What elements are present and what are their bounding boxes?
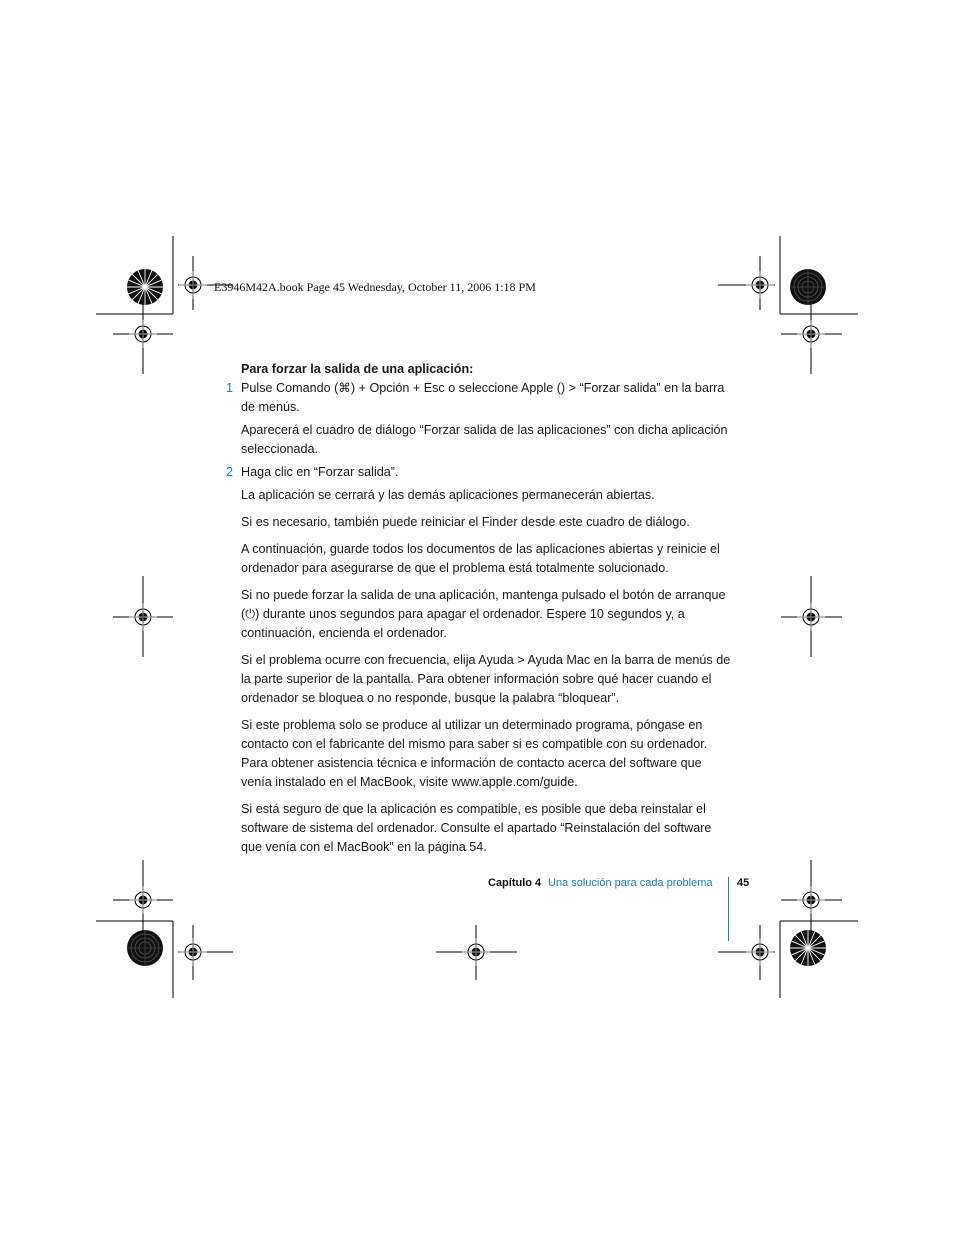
footer-chapter-title: Una solución para cada problema [548, 877, 713, 889]
paragraph: Si el problema ocurre con frecuencia, elija Ayuda > Ayuda Mac en la barra de menús de la parte superior de la pantalla. Para obtener información sobre qué hacer cuando el ordenador se bloquea o no responde, busque la palabra “bloquear”. [241, 653, 731, 705]
footer-divider [728, 877, 729, 941]
page-number: 45 [737, 877, 750, 889]
section-heading: Para forzar la salida de una aplicación: [241, 362, 474, 376]
paragraph: Si no puede forzar la salida de una aplicación, mantenga pulsado el botón de arranque (⏻) durante unos segundos para apagar el ordenador. Espere 10 segundos y, a continuación, encienda el ordenador. [241, 588, 726, 640]
paragraph: A continuación, guarde todos los documentos de las aplicaciones abiertas y reinicie el ordenador para asegurarse de que el problema está totalmente solucionado. [241, 542, 720, 575]
print-slug: E3946M42A.book Page 45 Wednesday, October 11, 2006 1:18 PM [214, 280, 536, 294]
step-text: Pulse Comando (⌘) + Opción + Esc o seleccione Apple () > “Forzar salida” en la barra de menús. [241, 381, 725, 414]
paragraph: La aplicación se cerrará y las demás aplicaciones permanecerán abiertas. [241, 488, 655, 502]
step-number: 1 [226, 381, 234, 395]
step-2 [226, 463, 731, 482]
page-body [226, 360, 731, 857]
paragraph: Si es necesario, también puede reiniciar el Finder desde este cuadro de diálogo. [241, 515, 690, 529]
paragraph: Si está seguro de que la aplicación es compatible, es posible que deba reinstalar el software de sistema del ordenador. Consulte el apartado “Reinstalación del software que venía con el MacBook” en la página 54. [241, 802, 712, 854]
paragraph: Si este problema solo se produce al utilizar un determinado programa, póngase en contacto con el fabricante del mismo para saber si es compatible con su ordenador. Para obtener asistencia técnica e información de contacto acerca del software que venía instalado en el MacBook, visite www.apple.com/guide. [241, 718, 708, 789]
footer-chapter: Capítulo 4 [488, 877, 542, 889]
paragraph: Aparecerá el cuadro de diálogo “Forzar salida de las aplicaciones” con dicha aplicación seleccionada. [241, 423, 728, 456]
step-text: Haga clic en “Forzar salida”. [241, 465, 399, 479]
step-number: 2 [226, 465, 234, 479]
step-1 [226, 379, 731, 417]
